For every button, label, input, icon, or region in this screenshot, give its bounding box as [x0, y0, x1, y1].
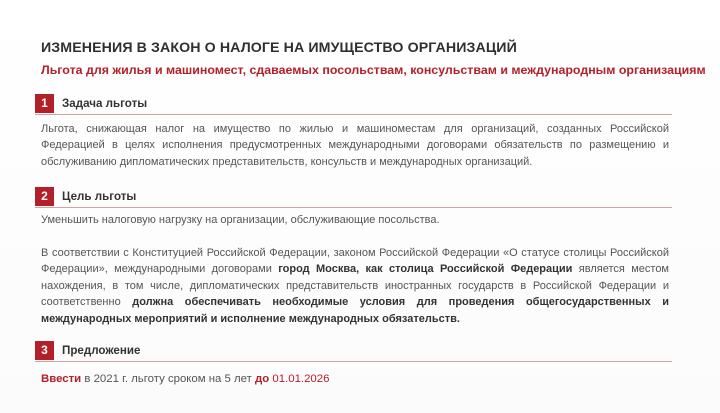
section-number-badge: 1 [35, 94, 54, 113]
section-title: Цель льготы [62, 190, 137, 203]
section-number-badge: 3 [35, 341, 54, 360]
details-text: В соответствии с Конституцией Российской Федерации, законом Российской Федерации «О статусе столицы Российской Федерации», международными договорами [41, 247, 669, 276]
section-title: Предложение [62, 344, 141, 357]
proposal-text [41, 373, 329, 385]
section-header-2 [35, 187, 672, 208]
section-title: Задача льготы [62, 97, 148, 110]
proposal-until: до [255, 373, 270, 385]
details-text: является местом нахождения, в том числе, дипломатических представительств иностранных государств в Российской Федерации и соответственно [41, 263, 669, 309]
details-highlight: город Москва, как столица Российской Федерации [278, 263, 573, 276]
section-number-badge: 2 [35, 187, 54, 206]
page-title: ИЗМЕНЕНИЯ В ЗАКОН О НАЛОГЕ НА ИМУЩЕСТВО ОРГАНИЗАЦИЙ [41, 40, 517, 56]
section-2-text: Уменьшить налоговую нагрузку на организации, обслуживающие посольства. [41, 214, 440, 226]
section-header-3 [35, 341, 672, 362]
section-header-1 [35, 94, 672, 115]
section-2-details [41, 245, 669, 327]
page-subtitle: Льгота для жилья и машиномест, сдаваемых посольствам, консульствам и международным организациям [41, 63, 706, 77]
section-1-text: Льгота, снижающая налог на имущество по жилью и машиноместам для организаций, созданных Российской Федерацией в целях исполнения предусмотренных международными договорами обязательств по размещению и обслуживанию дипломатических представительств, консульств и международных организаций. [41, 123, 669, 168]
proposal-date: 01.01.2026 [272, 373, 330, 385]
proposal-middle: в 2021 г. льготу сроком на 5 лет [81, 373, 256, 385]
details-highlight: должна обеспечивать необходимые условия для проведения общегосударственных и международных мероприятий и исполнение международных обязательств. [41, 296, 669, 325]
proposal-verb: Ввести [41, 373, 82, 385]
